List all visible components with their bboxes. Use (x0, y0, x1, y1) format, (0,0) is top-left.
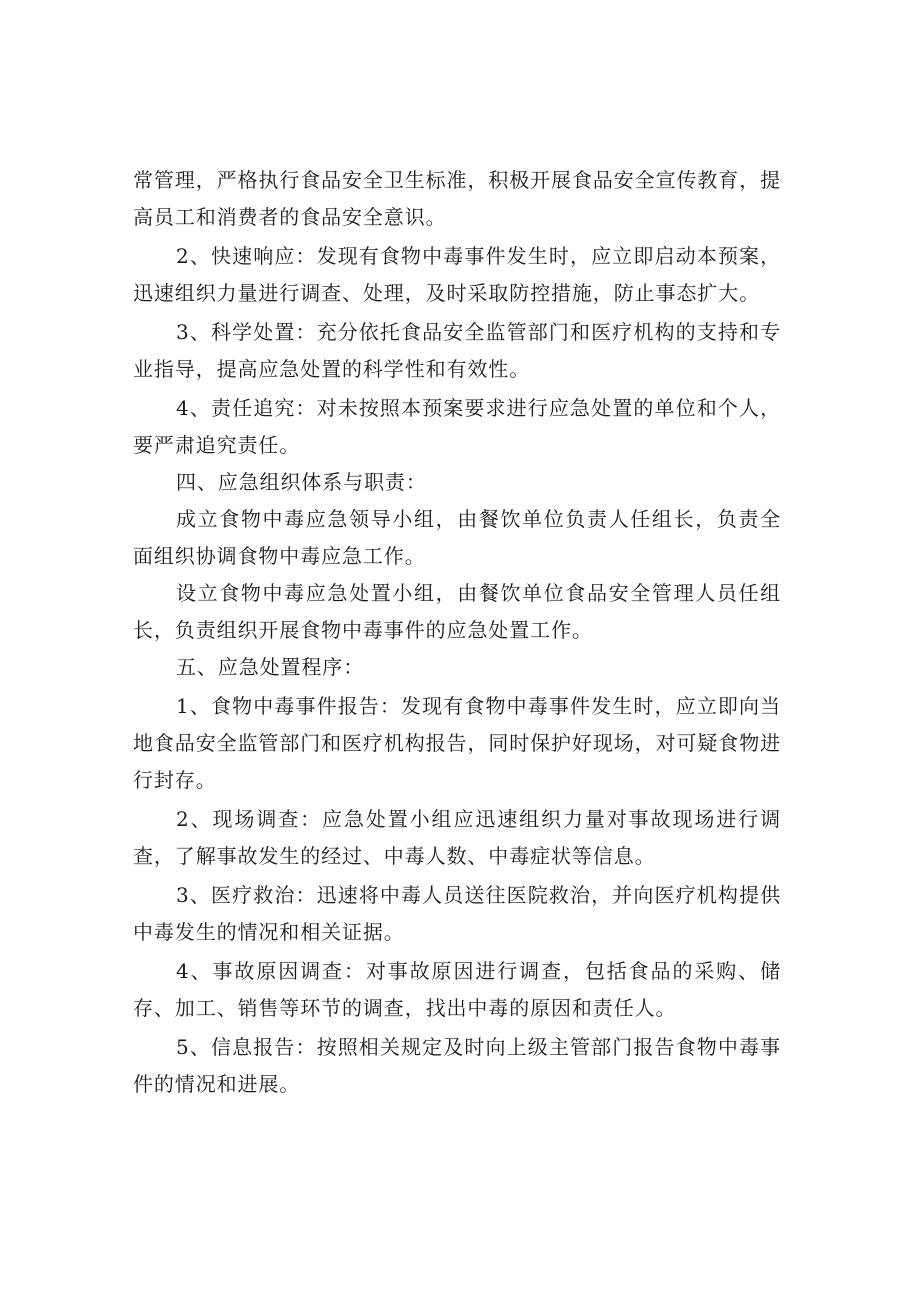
paragraph-medical-treatment: 3、医疗救治：迅速将中毒人员送往医院救治，并向医疗机构提供中毒发生的情况和相关证据。 (133, 883, 781, 944)
paragraph-cause-investigation: 4、事故原因调查：对事故原因进行调查，包括食品的采购、储存、加工、销售等环节的调查，找出中毒的原因和责任人。 (133, 959, 781, 1020)
paragraph-incident-report: 1、食物中毒事件报告：发现有食物中毒事件发生时，应立即向当地食品安全监管部门和医疗机构报告，同时保护好现场，对可疑食物进行封存。 (133, 694, 781, 792)
paragraph-information-report: 5、信息报告：按照相关规定及时向上级主管部门报告食物中毒事件的情况和进展。 (133, 1035, 781, 1096)
paragraph-accountability: 4、责任追究：对未按照本预案要求进行应急处置的单位和个人，要严肃追究责任。 (133, 396, 781, 457)
paragraph-handling-group: 设立食物中毒应急处置小组，由餐饮单位食品安全管理人员任组长，负责组织开展食物中毒事件的应急处置工作。 (133, 581, 781, 642)
paragraph-continuation: 常管理，严格执行食品安全卫生标准，积极开展食品安全宣传教育，提高员工和消费者的食品安全意识。 (133, 168, 781, 229)
paragraph-site-investigation: 2、现场调查：应急处置小组应迅速组织力量对事故现场进行调查，了解事故发生的经过、中毒人数、中毒症状等信息。 (133, 807, 781, 868)
document-body (133, 162, 781, 1103)
section-heading-procedure: 五、应急处置程序： (176, 655, 365, 679)
paragraph-leading-group: 成立食物中毒应急领导小组，由餐饮单位负责人任组长，负责全面组织协调食物中毒应急工作。 (133, 507, 781, 568)
paragraph-rapid-response: 2、快速响应：发现有食物中毒事件发生时，应立即启动本预案，迅速组织力量进行调查、处理，及时采取防控措施，防止事态扩大。 (133, 244, 781, 305)
section-heading-organization: 四、应急组织体系与职责： (176, 470, 427, 494)
paragraph-scientific-handling: 3、科学处置：充分依托食品安全监管部门和医疗机构的支持和专业指导，提高应急处置的科学性和有效性。 (133, 320, 781, 381)
